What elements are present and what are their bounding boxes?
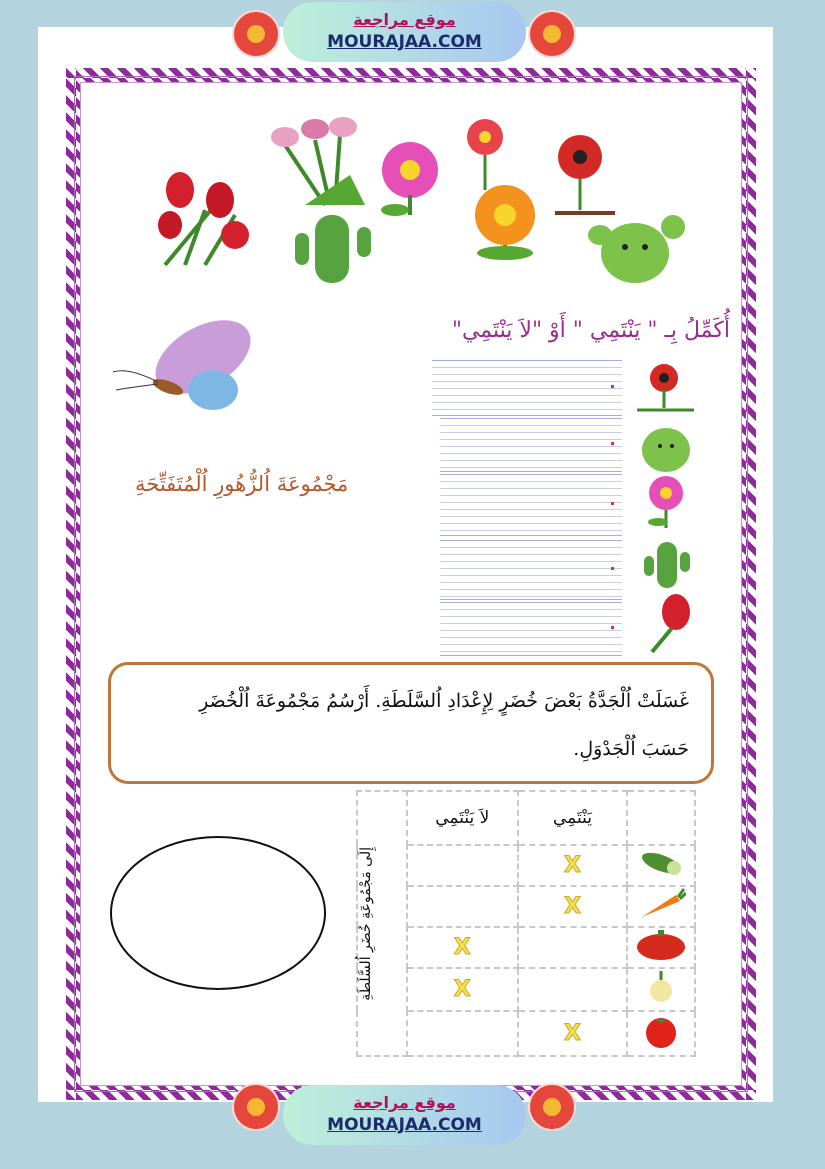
writing-lines[interactable] — [440, 540, 622, 600]
footer-site-en[interactable]: MOURAJAA.COM — [327, 1115, 482, 1135]
carrot-icon — [636, 887, 686, 921]
cucumber-icon — [636, 846, 686, 880]
cactus-icon — [295, 215, 371, 283]
group-label: مَجْمُوعَةَ اُلزُّهُورِ اُلْمُتَفَتِّحَةِ — [135, 472, 349, 496]
onion-icon — [641, 969, 681, 1005]
row-header-cell — [357, 791, 407, 1056]
col-header-not-belongs: لاَ يَنْتَمِي — [407, 791, 518, 845]
item-cell — [627, 845, 695, 886]
cell-belongs[interactable] — [518, 886, 627, 927]
x-mark: X — [453, 977, 471, 1002]
header-site-en[interactable]: MOURAJAA.COM — [327, 32, 482, 52]
header-site-ar[interactable]: موقع مراجعة — [353, 10, 456, 29]
pink-flower-icon — [648, 476, 683, 528]
table-row — [357, 927, 695, 968]
item-cell — [627, 886, 695, 927]
red-flower-icon — [467, 119, 503, 190]
table-row — [357, 845, 695, 886]
table-row — [357, 886, 695, 927]
butterfly-icon — [108, 312, 258, 422]
tulip-icon — [652, 594, 690, 652]
x-mark: X — [564, 894, 581, 919]
writing-lines[interactable] — [432, 360, 622, 416]
cell-not-belongs[interactable] — [407, 968, 518, 1011]
story-box — [108, 662, 714, 784]
drawing-ellipse[interactable] — [110, 836, 326, 990]
empty-header-cell — [627, 791, 695, 845]
cell-not-belongs[interactable] — [407, 845, 518, 886]
site-logo-icon[interactable] — [232, 1083, 280, 1131]
col-header-belongs: يَنْتَمِي — [518, 791, 627, 845]
footer-badge[interactable] — [283, 1085, 526, 1145]
story-line2: حَسَبَ اُلْجَدْوَلِ. — [573, 738, 689, 760]
item-cell — [627, 927, 695, 968]
writing-lines[interactable] — [440, 474, 622, 536]
pink-flower-icon — [381, 142, 438, 216]
row-header-text: إِلَى مَجْمُوعَةِ خُضَرِ اُلسَّلَطَةِ — [358, 846, 374, 1001]
item-cell — [627, 968, 695, 1011]
header-badge[interactable] — [283, 2, 526, 62]
x-mark: X — [453, 935, 471, 960]
writing-lines[interactable] — [440, 602, 622, 656]
exercise1-instruction: أُكَمِّلُ بِـ " يَنْتَمِي " أَوْ "لاَ يَنْتَمِي" — [451, 318, 730, 343]
tomato-icon — [641, 1012, 681, 1050]
table-row — [357, 968, 695, 1011]
red-flower-icon — [637, 364, 694, 410]
story-line1: غَسَلَتْ اُلْجَدَّةُ بَعْضَ خُضَرٍ لِإِعْدَادِ اُلسَّلَطَةِ. أَرْسُمُ مَجْمُوعَةَ اُلْخُضَرِ — [199, 690, 689, 712]
orange-flower-icon — [475, 185, 535, 260]
classification-table — [356, 790, 696, 1057]
red-flower-icon — [555, 135, 615, 213]
pepper-icon — [634, 928, 688, 962]
flowers-illustration — [125, 115, 705, 290]
cactus-icon — [588, 215, 685, 283]
pink-tulips-icon — [271, 117, 365, 205]
cactus-icon — [644, 542, 690, 588]
site-logo-icon[interactable] — [232, 10, 280, 58]
site-logo-icon[interactable] — [528, 10, 576, 58]
site-logo-icon[interactable] — [528, 1083, 576, 1131]
cell-belongs[interactable] — [518, 1011, 627, 1056]
flower-items-column — [632, 360, 702, 660]
cell-not-belongs[interactable] — [407, 886, 518, 927]
x-mark: X — [564, 853, 581, 878]
item-cell — [627, 1011, 695, 1056]
table-row — [357, 1011, 695, 1056]
writing-lines[interactable] — [440, 418, 622, 472]
footer-site-ar[interactable]: موقع مراجعة — [353, 1093, 456, 1112]
cell-not-belongs[interactable] — [407, 1011, 518, 1056]
cell-belongs[interactable] — [518, 968, 627, 1011]
tulips-icon — [158, 172, 249, 265]
cell-not-belongs[interactable] — [407, 927, 518, 968]
cell-belongs[interactable] — [518, 845, 627, 886]
cactus-icon — [642, 428, 690, 472]
cell-belongs[interactable] — [518, 927, 627, 968]
x-mark: X — [564, 1021, 581, 1046]
